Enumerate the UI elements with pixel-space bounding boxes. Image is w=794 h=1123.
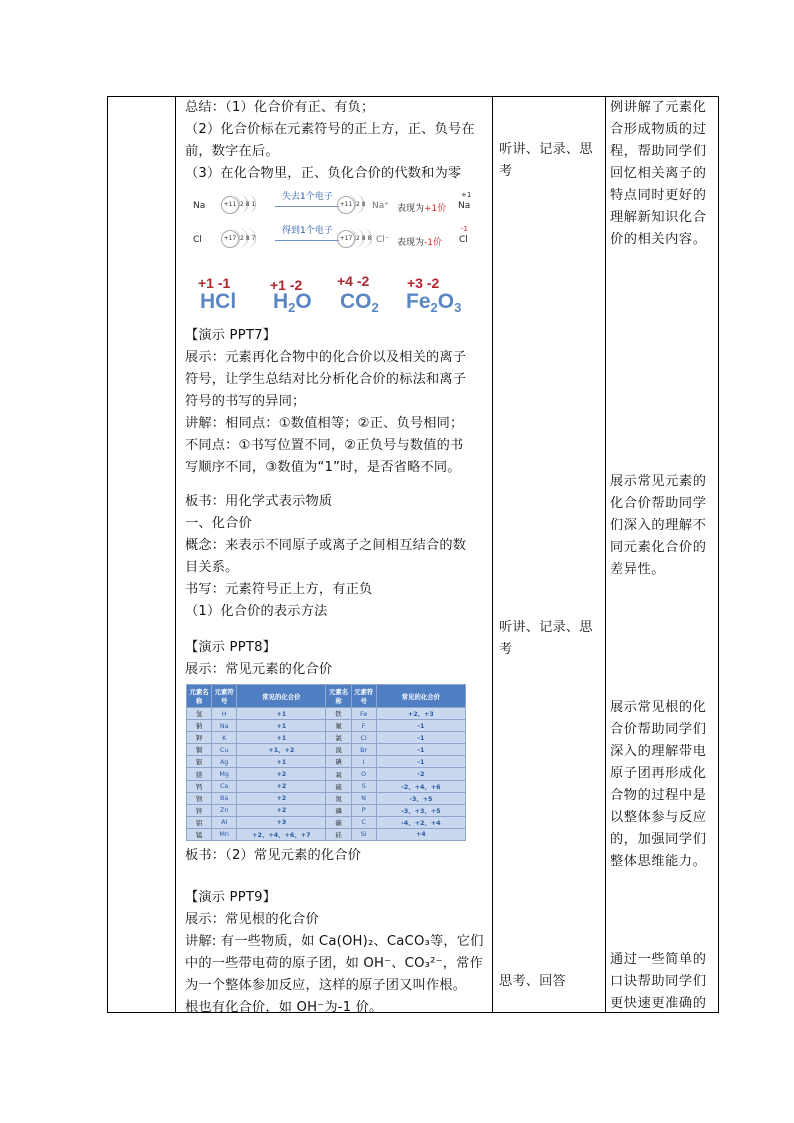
element-symbol-cell: I [351, 756, 376, 768]
na-top-valence: +1 [461, 191, 472, 199]
intent-line: 展示常见元素的 [610, 474, 707, 489]
element-name-cell: 碘 [326, 756, 351, 768]
intent-line: 整体思维能力。 [610, 854, 707, 869]
na-symbol: Na [458, 201, 471, 211]
ppt7-line: 展示：元素再化合物中的化合价以及相关的离子 [185, 350, 467, 365]
summary-block [185, 97, 489, 185]
summary-line: （2）化合价标在元素符号的正上方，正、负号在 [185, 122, 475, 137]
element-name-cell: 银 [187, 756, 212, 768]
cl-symbol: Cl [459, 235, 468, 245]
element-symbol-cell: Ca [212, 780, 237, 792]
formula-h2o [273, 290, 312, 315]
intent-line: 合形成物质的过 [610, 122, 707, 137]
activity-line: 思考、回答 [499, 974, 566, 989]
element-name-cell: 铜 [187, 744, 212, 756]
cl-result [397, 235, 442, 248]
element-symbol-cell: Br [351, 744, 376, 756]
element-symbol-cell: Cl [351, 732, 376, 744]
valence-cell: +1 [237, 720, 326, 732]
valence-cell: -2、+4、+6 [376, 780, 465, 792]
board-line: 书写：元素符号正上方，有正负 [185, 582, 373, 597]
cl-ion-nucleus: +17 [337, 230, 355, 248]
valence-cell: +2 [237, 780, 326, 792]
activity-line: 考 [499, 164, 513, 179]
valence-cell: +2、+4、+6、+7 [237, 828, 326, 840]
column-divider [175, 97, 176, 1012]
column-divider [605, 97, 606, 1012]
header-cell: 常见的化合价 [376, 685, 465, 708]
valence-cell: -1 [376, 756, 465, 768]
element-symbol-cell: Mn [212, 828, 237, 840]
board2-block [185, 845, 489, 867]
na-result-val: +1价 [424, 204, 447, 214]
valence-table-header [187, 685, 466, 708]
element-symbol-cell: P [351, 804, 376, 816]
intent-line: 原子团再形成化 [610, 766, 707, 781]
ppt7-line: 不同点：①书写位置不同，②正负号与数值的书 [185, 438, 464, 453]
element-name-cell: 氧 [326, 768, 351, 780]
element-symbol-cell: K [212, 732, 237, 744]
element-symbol-cell: C [351, 816, 376, 828]
intent-line: 同元素化合价的 [610, 540, 707, 555]
formula-sub: 3 [454, 300, 462, 315]
element-symbol-cell: Mg [212, 768, 237, 780]
ppt7-line: 讲解：相同点：①数值相等；②正、负号相同； [185, 416, 464, 431]
formula-fe2o3 [406, 290, 461, 315]
valence-table-row [187, 732, 466, 744]
intent-line: 价的相关内容。 [610, 232, 707, 247]
element-name-cell: 硅 [326, 828, 351, 840]
intent-line: 特点同时更好的 [610, 188, 707, 203]
element-symbol-cell: Al [212, 816, 237, 828]
formula-examples [198, 275, 498, 325]
header-cell: 元素名称 [187, 685, 212, 708]
ppt9-line: 讲解: 有一些物质，如 Ca(OH)₂、CaCO₃等，它们 [185, 934, 484, 949]
cl-ion-shells: 2 8 8 [356, 235, 372, 242]
element-name-cell: 硫 [326, 780, 351, 792]
element-name-cell: 氟 [326, 720, 351, 732]
header-cell: 元素符号 [351, 685, 376, 708]
na-result-text: 表现为 [397, 204, 425, 214]
ppt7-line: 【演示 PPT7】 [185, 328, 277, 343]
formula-hcl [200, 290, 236, 314]
ppt9-line: 展示：常见根的化合价 [185, 912, 319, 927]
electron-transfer-diagram [185, 187, 475, 273]
cl-result-val: -1价 [424, 238, 442, 248]
header-cell: 常见的化合价 [237, 685, 326, 708]
ppt8-line: 【演示 PPT8】 [185, 640, 277, 655]
element-name-cell: 镁 [187, 768, 212, 780]
intent-line: 差异性。 [610, 562, 666, 577]
formula-tail: O [295, 290, 312, 313]
valence-cell: -4、+2、+4 [376, 816, 465, 828]
element-symbol-cell: H [212, 708, 237, 720]
na-label: Na [193, 201, 206, 211]
valence-cell: +1 [237, 732, 326, 744]
cl-label: Cl [193, 235, 202, 245]
board-line: 一、化合价 [185, 516, 252, 531]
ppt9-line: 中的一些带电荷的原子团，如 OH⁻、CO₃²⁻，常作 [185, 956, 483, 971]
intent-1 [610, 97, 716, 251]
valence-cell: +2 [237, 768, 326, 780]
na-nucleus: +11 [221, 196, 239, 214]
intent-line: 们深入的理解不 [610, 518, 707, 533]
header-cell: 元素符号 [212, 685, 237, 708]
formula-valence: +1 -1 [198, 275, 231, 291]
intent-line: 理解新知识化合 [610, 210, 707, 225]
valence-cell: -1 [376, 744, 465, 756]
valence-table-row [187, 756, 466, 768]
na-ion: Na⁺ [372, 201, 389, 211]
element-name-cell: 钙 [187, 780, 212, 792]
summary-line: 总结：（1）化合价有正、有负； [185, 100, 375, 115]
element-name-cell: 氯 [326, 732, 351, 744]
intent-2 [610, 471, 716, 581]
element-name-cell: 锰 [187, 828, 212, 840]
activity-1 [499, 139, 601, 183]
valence-table-row [187, 804, 466, 816]
element-name-cell: 铝 [187, 816, 212, 828]
lesson-table [107, 96, 719, 1013]
arrow [275, 206, 339, 207]
element-name-cell: 钠 [187, 720, 212, 732]
valence-cell: -1 [376, 732, 465, 744]
formula-main: HCl [200, 290, 237, 313]
element-symbol-cell: F [351, 720, 376, 732]
ppt8-line: 展示：常见元素的化合价 [185, 662, 333, 677]
element-name-cell: 氮 [326, 792, 351, 804]
activity-line: 听讲、记录、思 [499, 620, 593, 635]
element-name-cell: 磷 [326, 804, 351, 816]
cl-ion: Cl⁻ [376, 235, 390, 245]
valence-table-row [187, 828, 466, 840]
element-symbol-cell: Ag [212, 756, 237, 768]
activity-line: 考 [499, 642, 513, 657]
formula-sub: 2 [288, 300, 296, 315]
intent-line: 合物的过程中是 [610, 788, 707, 803]
ppt8-block [185, 637, 489, 681]
intent-line: 回忆相关离子的 [610, 166, 707, 181]
element-name-cell: 钾 [187, 732, 212, 744]
intent-3 [610, 697, 716, 873]
na-shells: 2 8 1 [240, 201, 256, 208]
valence-table-row [187, 708, 466, 720]
intent-line: 的，加强同学们 [610, 832, 707, 847]
formula-valence: +4 -2 [337, 273, 370, 289]
board1-block [185, 491, 489, 623]
element-symbol-cell: S [351, 780, 376, 792]
arrow [275, 240, 339, 241]
element-symbol-cell: Zn [212, 804, 237, 816]
intent-line: 化合价帮助同学 [610, 496, 707, 511]
valence-cell: +4 [376, 828, 465, 840]
valence-cell: +2 [237, 792, 326, 804]
formula-main: CO [340, 290, 372, 313]
valence-table-row [187, 744, 466, 756]
valence-table-row [187, 768, 466, 780]
summary-line: （3）在化合物里，正、负化合价的代数和为零 [185, 166, 462, 181]
na-arrow-label: 失去1个电子 [282, 192, 333, 202]
formula-main: H [273, 290, 289, 313]
cl-arrow-label: 得到1个电子 [282, 226, 333, 236]
intent-line: 口诀帮助同学们 [610, 974, 707, 989]
element-symbol-cell: Si [351, 828, 376, 840]
valence-cell: -2 [376, 768, 465, 780]
intent-line: 以整体参与反应 [610, 810, 707, 825]
summary-line: 前，数字在后。 [185, 144, 279, 159]
ppt7-block [185, 325, 489, 479]
formula-valence: +1 -2 [270, 277, 303, 293]
formula-main: Fe [406, 290, 431, 313]
element-name-cell: 溴 [326, 744, 351, 756]
cl-result-text: 表现为 [397, 238, 425, 248]
valence-cell: -3、+3、+5 [376, 804, 465, 816]
element-name-cell: 氢 [187, 708, 212, 720]
ppt7-line: 符号的书写的异同； [185, 394, 306, 409]
ppt9-block [185, 887, 489, 1019]
element-symbol-cell: Na [212, 720, 237, 732]
element-symbol-cell: Ba [212, 792, 237, 804]
formula-sub: 2 [430, 300, 438, 315]
board-line: 概念：来表示不同原子或离子之间相互结合的数 [185, 538, 467, 553]
valence-table-row [187, 792, 466, 804]
ppt7-line: 写顺序不同，③数值为“1”时，是否省略不同。 [185, 460, 461, 475]
element-name-cell: 钡 [187, 792, 212, 804]
header-cell: 元素名称 [326, 685, 351, 708]
intent-line: 通过一些简单的 [610, 952, 707, 967]
valence-cell: +2、+3 [376, 708, 465, 720]
column-divider [492, 97, 493, 1012]
activity-3 [499, 971, 601, 993]
element-symbol-cell: Cu [212, 744, 237, 756]
formula-co2 [340, 290, 379, 315]
valence-cell: +3 [237, 816, 326, 828]
element-name-cell: 碳 [326, 816, 351, 828]
valence-table-row [187, 720, 466, 732]
valence-cell: -3、+5 [376, 792, 465, 804]
cl-nucleus: +17 [221, 230, 239, 248]
element-name-cell: 铁 [326, 708, 351, 720]
valence-cell: +1 [237, 708, 326, 720]
element-name-cell: 锌 [187, 804, 212, 816]
board-line: 目关系。 [185, 560, 239, 575]
cl-top-valence: -1 [461, 225, 468, 233]
board-line: 板书：（2）常见元素的化合价 [185, 848, 362, 863]
valence-table-row [187, 780, 466, 792]
intent-line: 例讲解了元素化 [610, 100, 707, 115]
ppt9-line: 为一个整体参加反应，这样的原子团又叫作根。 [185, 978, 467, 993]
valence-cell: +2 [237, 804, 326, 816]
element-symbol-cell: N [351, 792, 376, 804]
valence-cell: +1、+2 [237, 744, 326, 756]
formula-valence: +3 -2 [407, 275, 440, 291]
intent-line: 程，帮助同学们 [610, 144, 707, 159]
intent-line: 更快速更准确的 [610, 996, 707, 1011]
cl-shells: 2 8 7 [240, 235, 256, 242]
na-result [397, 201, 446, 214]
formula-sub: 2 [371, 300, 379, 315]
ppt9-line: 根也有化合价，如 OH⁻为-1 价。 [185, 1000, 383, 1015]
valence-cell: -1 [376, 720, 465, 732]
intent-line: 展示常见根的化 [610, 700, 707, 715]
ppt9-line: 【演示 PPT9】 [185, 890, 277, 905]
ppt7-line: 符号，让学生总结对比分析化合价的标法和离子 [185, 372, 467, 387]
board-line: （1）化合价的表示方法 [185, 604, 328, 619]
na-ion-nucleus: +11 [337, 196, 355, 214]
element-symbol-cell: O [351, 768, 376, 780]
board-line: 板书：用化学式表示物质 [185, 494, 333, 509]
intent-4 [610, 949, 716, 1015]
formula-tail: O [437, 290, 455, 313]
activity-line: 听讲、记录、思 [499, 142, 593, 157]
valence-cell: +1 [237, 756, 326, 768]
valence-table-row [187, 816, 466, 828]
intent-line: 深入的理解带电 [610, 744, 707, 759]
activity-2 [499, 617, 601, 661]
element-symbol-cell: Fe [351, 708, 376, 720]
na-ion-shells: 2 8 [356, 201, 366, 208]
intent-line: 合价帮助同学们 [610, 722, 707, 737]
valence-table [186, 684, 466, 841]
